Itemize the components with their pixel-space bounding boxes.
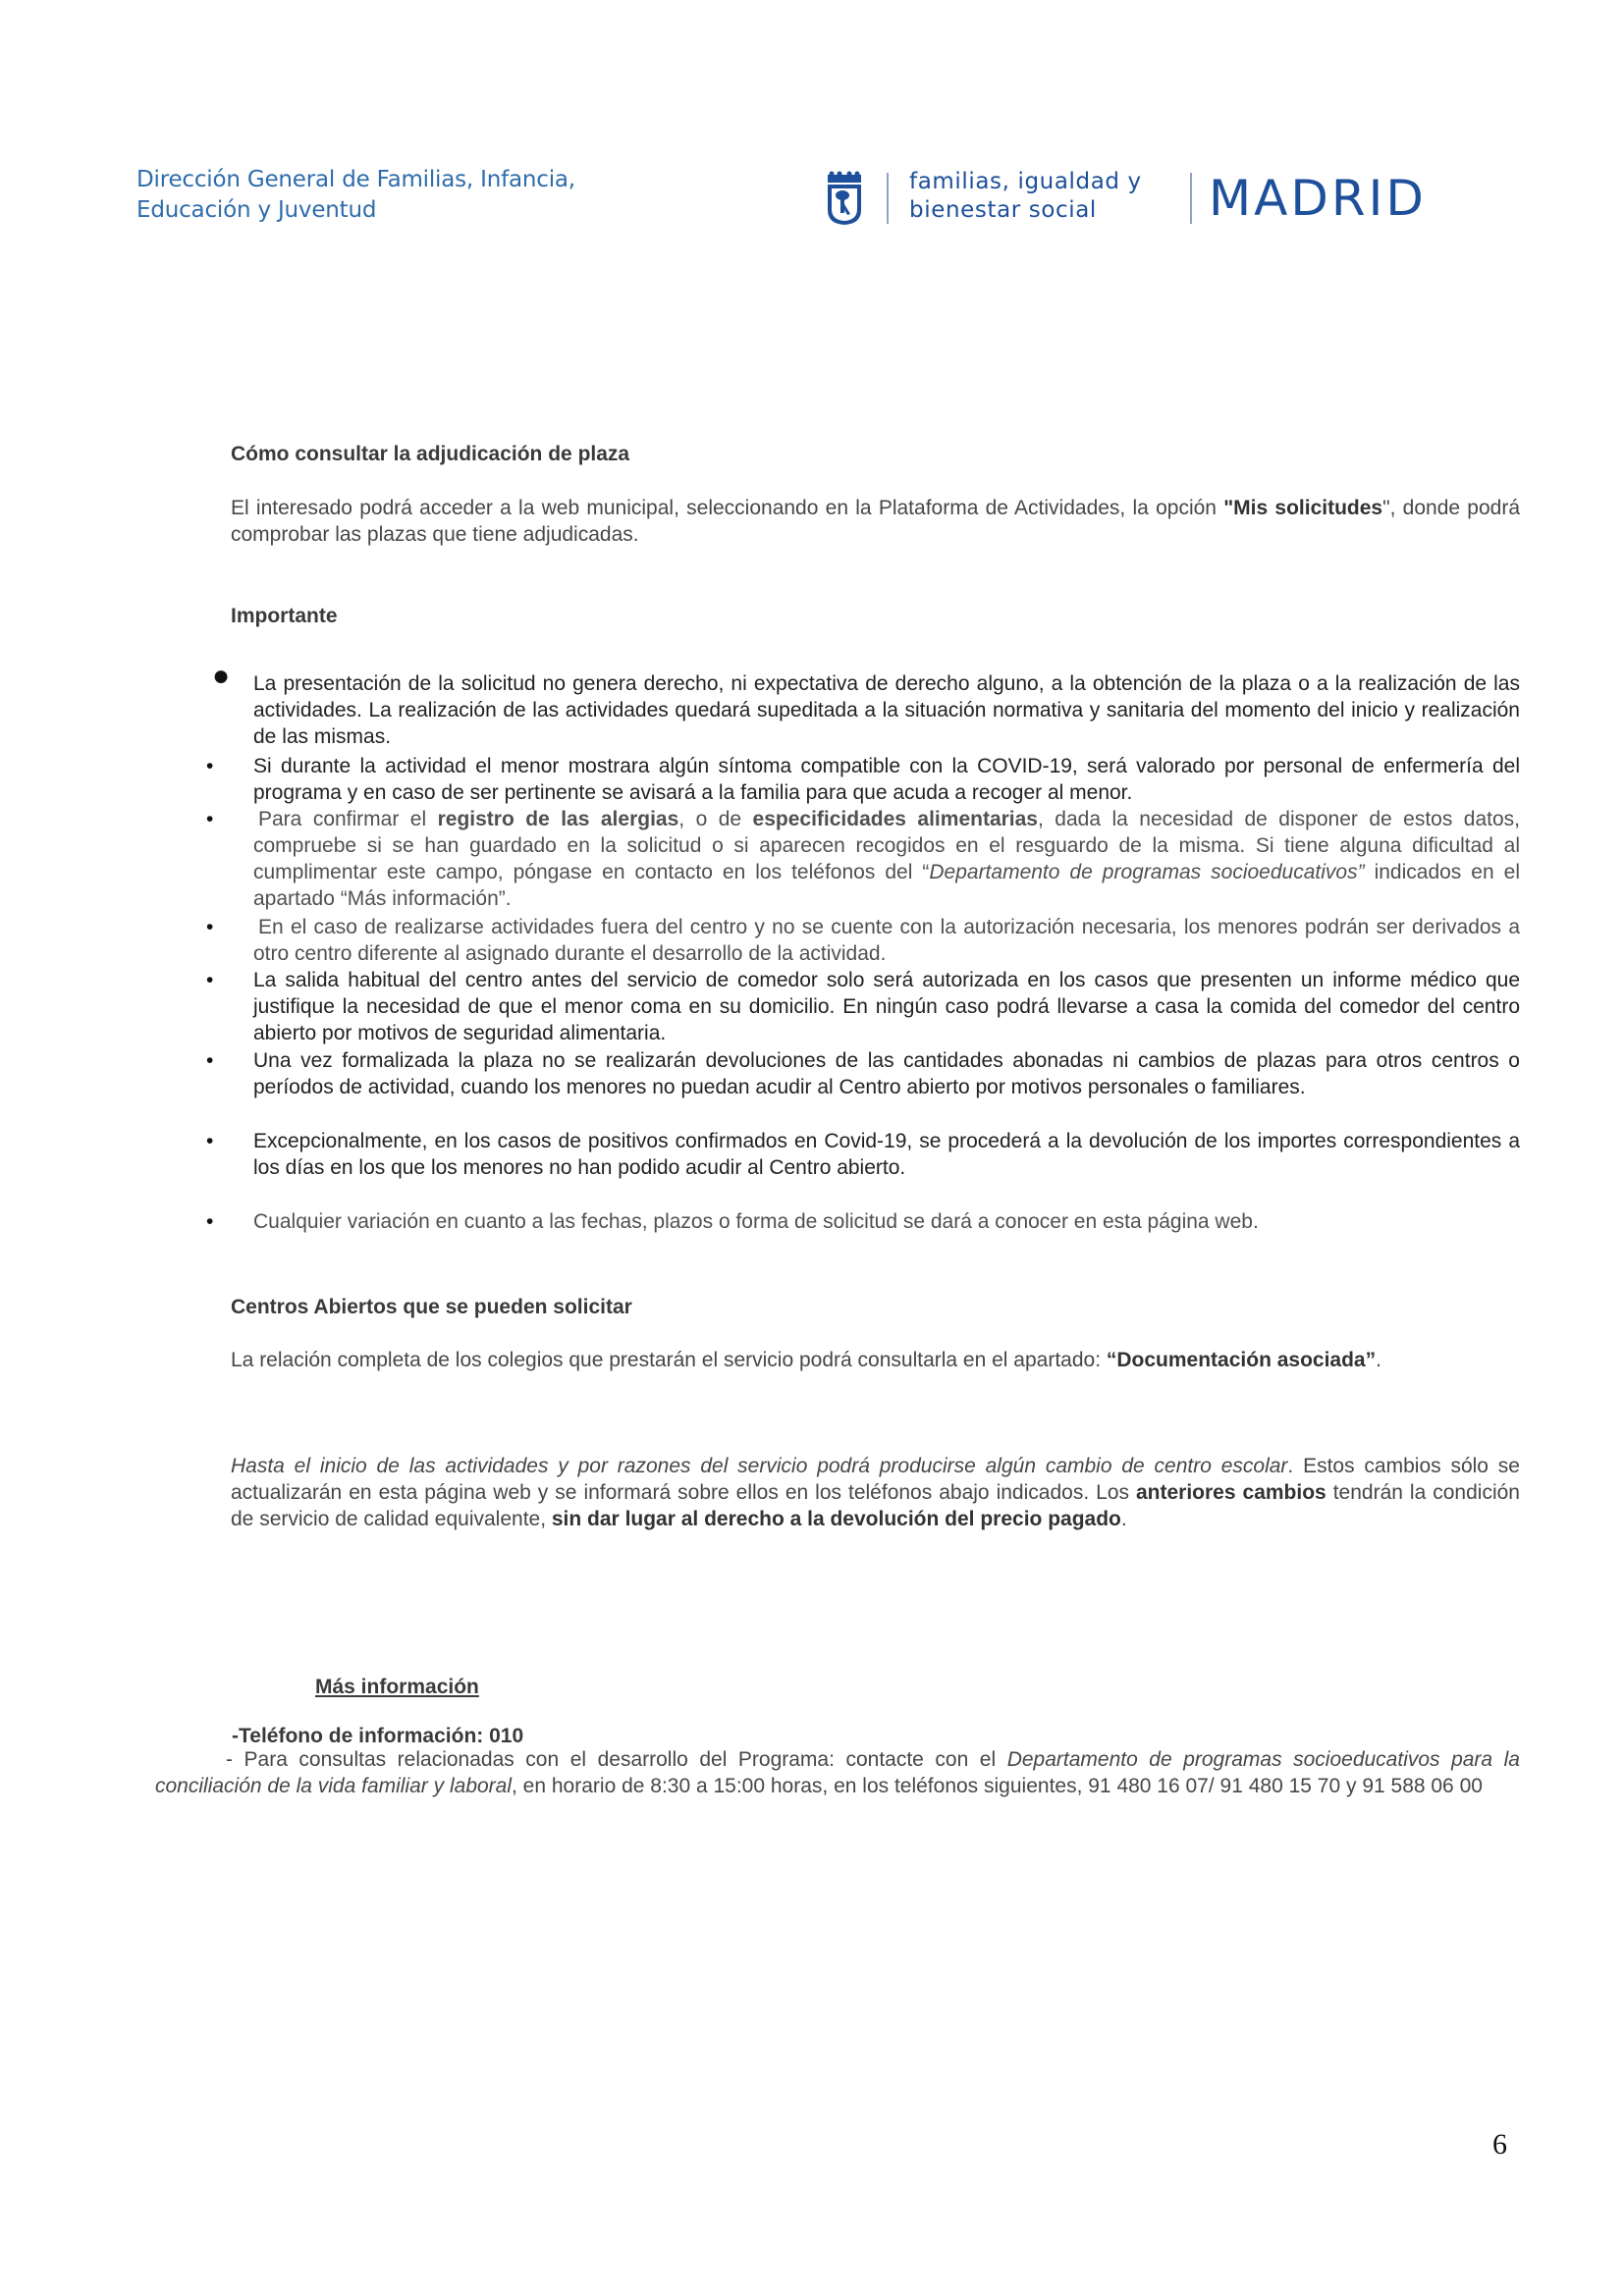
issuer-heading [136, 165, 575, 226]
page-number: 6 [1492, 2128, 1507, 2161]
centros-paragraph [231, 1347, 1424, 1373]
bullet-icon: • [206, 969, 214, 991]
departamento-reference: Departamento de programas socioeducativos” [929, 861, 1365, 883]
list-item [253, 914, 1520, 967]
departamento-name: Departamento de programas socioeducativos para la conciliación de la vida familiar y laboral [155, 1748, 1520, 1797]
section-title-consulta: Cómo consultar la adjudicación de plaza [231, 443, 630, 465]
header-divider [1190, 173, 1192, 224]
cambios-text: tendrán la condición de servicio de calidad equivalente, [231, 1481, 1520, 1530]
list-item-text: La presentación de la solicitud no genera derecho, ni expectativa de derecho alguno, a la obtención de la plaza o a la realización de las actividades. La realización de las actividades quedará supeditada a la situación normativa y sanitaria del momento del inicio y realización de las mismas. [253, 672, 1520, 748]
telefono-informacion: -Teléfono de información: 010 [232, 1725, 524, 1747]
bullet-icon: • [206, 1130, 214, 1152]
list-item-text: La salida habitual del centro antes del servicio de comedor solo será autorizada en los casos que presenten un informe médico que justifique la necesidad de que el menor coma en su domicilio. En ningún caso podrá llevarse a casa la comida del comedor del centro abierto por motivos de seguridad alimentaria. [253, 969, 1520, 1044]
anteriores-cambios-emphasis: anteriores cambios [1135, 1481, 1326, 1504]
mis-solicitudes-label: "Mis solicitudes [1223, 497, 1383, 519]
list-item-text: Si durante la actividad el menor mostrara algún síntoma compatible con la COVID-19, será valorado por personal de enfermería del programa y en caso de ser pertinente se avisará a la familia para que acuda a recoger al menor. [253, 755, 1520, 804]
bullet-icon: ● [212, 660, 231, 692]
issuer-line-2: Educación y Juventud [136, 197, 377, 223]
department-name [909, 168, 1142, 225]
list-item [253, 1047, 1520, 1100]
cambios-text-end: . [1120, 1508, 1127, 1530]
cambios-text: . Estos cambios sólo se actualizarán en esta página web y se informará sobre ellos en los teléfonos abajo indicados. Los [231, 1455, 1520, 1504]
section-title-mas-informacion: Más información [315, 1676, 479, 1698]
cambio-centro-note: Hasta el inicio de las actividades y por razones del servicio podrá producirse algún cambio de centro escolar [231, 1455, 1288, 1477]
madrid-coat-of-arms-icon [827, 171, 862, 226]
list-item-text: Cualquier variación en cuanto a las fechas, plazos o forma de solicitud se dará a conocer en esta página web. [253, 1210, 1259, 1233]
consulta-paragraph [231, 495, 1520, 548]
consultas-paragraph [155, 1746, 1520, 1799]
bullet-icon: • [206, 916, 214, 938]
department-line-1: familias, igualdad y [909, 169, 1142, 194]
department-line-2: bienestar social [909, 197, 1097, 223]
list-item [253, 1208, 1520, 1235]
list-item-text: indicados en el apartado “Más información”. [253, 861, 1521, 910]
list-item-text: Para confirmar el [258, 808, 438, 830]
bullet-icon: • [206, 1210, 214, 1233]
list-item [253, 753, 1520, 806]
cambios-paragraph [231, 1453, 1520, 1532]
alergias-emphasis: registro de las alergias [437, 808, 679, 830]
consulta-text-end: ", donde podrá comprobar las plazas que tiene adjudicadas. [231, 497, 1520, 546]
sin-devolucion-emphasis: sin dar lugar al derecho a la devolución del precio pagado [551, 1508, 1121, 1530]
bullet-icon: • [206, 1049, 214, 1072]
bullet-icon: • [206, 755, 214, 777]
list-item-text: Una vez formalizada la plaza no se realizarán devoluciones de las cantidades abonadas ni cambios de plazas para otros centros o períodos de actividad, cuando los menores no puedan acudir al Centro abierto por motivos personales o familiares. [253, 1049, 1520, 1098]
centros-text-end: . [1376, 1349, 1381, 1371]
list-item-text: , o de [678, 808, 753, 830]
section-title-importante: Importante [231, 605, 338, 627]
list-item-text: , dada la necesidad de disponer de estos datos, compruebe si se han guardado en la solicitud o si aparecen recogidos en el resguardo de la misma. Si tiene alguna dificultad al cumplimentar este campo, póngase en contacto en los teléfonos del “ [253, 808, 1521, 883]
consultas-text: - Para consultas relacionadas con el desarrollo del Programa: contacte con el [226, 1748, 1007, 1771]
consulta-text: El interesado podrá acceder a la web municipal, seleccionando en la Plataforma de Actividades, la opción [231, 497, 1224, 519]
list-item-text: En el caso de realizarse actividades fuera del centro y no se cuente con la autorización necesaria, los menores podrán ser derivados a otro centro diferente al asignado durante el desarrollo de la actividad. [253, 916, 1520, 965]
section-title-centros: Centros Abiertos que se pueden solicitar [231, 1296, 632, 1318]
consultas-phones: , en horario de 8:30 a 15:00 horas, en los teléfonos siguientes, 91 480 16 07/ 91 480 15 70 y 91 588 06 00 [512, 1775, 1483, 1797]
issuer-line-1: Dirección General de Familias, Infancia, [136, 167, 575, 192]
documentacion-asociada-link: “Documentación asociada” [1106, 1349, 1377, 1371]
header-divider [887, 173, 889, 224]
list-item-text: Excepcionalmente, en los casos de positivos confirmados en Covid-19, se procederá a la devolución de los importes correspondientes a los días en los que los menores no han podido acudir al Centro abierto. [253, 1130, 1520, 1179]
bullet-icon: • [206, 808, 214, 830]
list-item [253, 1128, 1520, 1181]
centros-text: La relación completa de los colegios que prestarán el servicio podrá consultarla en el apartado: [231, 1349, 1107, 1371]
alimentarias-emphasis: especificidades alimentarias [752, 808, 1038, 830]
madrid-logo-text: MADRID [1209, 170, 1427, 227]
list-item [253, 670, 1520, 750]
list-item [253, 967, 1520, 1046]
list-item [253, 806, 1520, 912]
